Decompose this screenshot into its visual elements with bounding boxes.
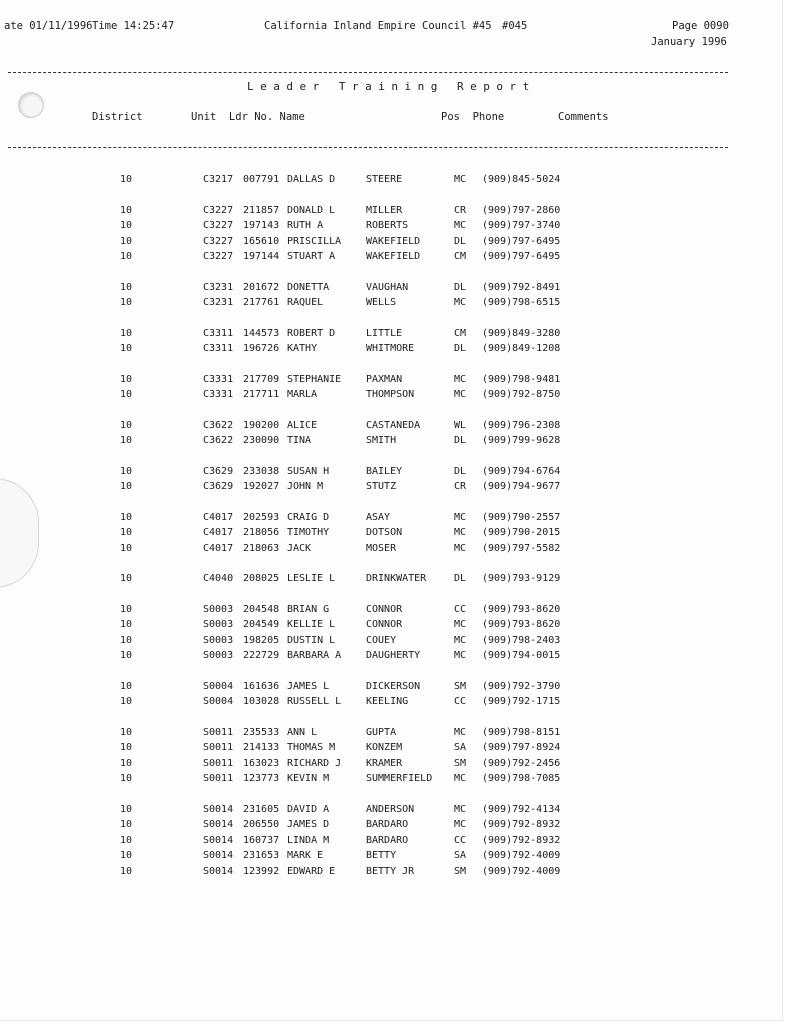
first-name-cell: PRISCILLA [287,235,342,247]
phone-cell: (909)797-2860 [482,204,561,216]
phone-cell: (909)794-6764 [482,465,561,477]
first-name-cell: ANN L [287,726,318,738]
leader-number-cell: 217761 [243,297,280,309]
position-cell: CR [454,204,467,216]
first-name-cell: LINDA M [287,834,330,846]
position-cell: SA [454,742,467,754]
district-cell: 10 [120,174,133,185]
last-name-cell: DICKERSON [366,680,421,692]
leader-number-cell: 235533 [243,726,280,738]
first-name-cell: MARK E [287,850,324,862]
position-cell: SA [454,850,467,862]
leader-number-cell: 201672 [243,281,280,293]
district-cell: 10 [120,220,133,231]
first-name-cell: BRIAN G [287,603,330,615]
district-cell: 10 [120,680,133,692]
position-cell: WL [454,419,467,431]
unit-cell: C3217 [203,174,234,185]
position-cell: DL [454,343,467,355]
leader-number-cell: 217711 [243,389,280,401]
phone-cell: (909)797-8924 [482,742,561,754]
last-name-cell: ANDERSON [366,803,415,815]
first-name-cell: TIMOTHY [287,527,330,539]
first-name-cell: KATHY [287,343,318,355]
leader-number-cell: 206550 [243,819,280,831]
first-name-cell: STUART A [287,251,336,263]
position-cell: CM [454,251,467,263]
unit-cell: C3311 [203,327,234,339]
last-name-cell: GUPTA [366,726,397,738]
last-name-cell: COUEY [366,634,397,646]
first-name-cell: DUSTIN L [287,634,336,646]
phone-cell: (909)792-8932 [482,819,561,831]
last-name-cell: STEERE [366,174,403,185]
first-name-cell: THOMAS M [287,742,336,754]
first-name-cell: KELLIE L [287,619,336,631]
phone-cell: (909)798-9481 [482,373,561,385]
phone-cell: (909)798-7085 [482,773,561,785]
phone-cell: (909)790-2557 [482,511,561,523]
position-cell: DL [454,573,467,585]
last-name-cell: MILLER [366,204,403,216]
last-name-cell: MOSER [366,542,397,554]
first-name-cell: DONALD L [287,204,336,216]
phone-cell: (909)849-3280 [482,327,561,339]
last-name-cell: CONNOR [366,619,403,631]
unit-cell: C3231 [203,297,234,309]
punch-hole [18,92,44,118]
unit-cell: S0014 [203,803,234,815]
position-cell: SM [454,680,467,692]
district-cell: 10 [120,757,133,769]
phone-cell: (909)798-6515 [482,297,561,309]
last-name-cell: THOMPSON [366,389,415,401]
unit-cell: C3227 [203,235,234,247]
district-cell: 10 [120,819,133,831]
leader-number-cell: 160737 [243,834,280,846]
last-name-cell: VAUGHAN [366,281,409,293]
first-name-cell: DONETTA [287,281,330,293]
unit-cell: C3227 [203,204,234,216]
position-cell: DL [454,235,467,247]
last-name-cell: DRINKWATER [366,573,427,585]
leader-number-cell: 190200 [243,419,280,431]
first-name-cell: LESLIE L [287,573,336,585]
first-name-cell: CRAIG D [287,511,330,523]
unit-cell: S0014 [203,834,234,846]
district-cell: 10 [120,419,133,431]
leader-number-cell: 197143 [243,220,280,231]
last-name-cell: WHITMORE [366,343,415,355]
unit-cell: S0014 [203,819,234,831]
district-cell: 10 [120,465,133,477]
first-name-cell: JAMES D [287,819,330,831]
leader-number-cell: 007791 [243,174,280,185]
position-cell: DL [454,465,467,477]
unit-cell: C3231 [203,281,234,293]
phone-cell: (909)797-6495 [482,251,561,263]
position-cell: MC [454,773,467,785]
last-name-cell: WAKEFIELD [366,251,421,263]
first-name-cell: DAVID A [287,803,330,815]
unit-cell: S0011 [203,757,234,769]
last-name-cell: WELLS [366,297,397,309]
phone-cell: (909)794-9677 [482,481,561,493]
leader-number-cell: 230090 [243,435,280,447]
district-cell: 10 [120,742,133,754]
phone-cell: (909)797-5582 [482,542,561,554]
leader-number-cell: 163023 [243,757,280,769]
report-time: Time 14:25:47 [92,20,175,32]
unit-cell: S0004 [203,696,234,708]
unit-cell: S0003 [203,634,234,646]
last-name-cell: WAKEFIELD [366,235,421,247]
phone-cell: (909)845-5024 [482,174,561,185]
last-name-cell: ROBERTS [366,220,409,231]
last-name-cell: CONNOR [366,603,403,615]
last-name-cell: STUTZ [366,481,397,493]
last-name-cell: LITTLE [366,327,403,339]
district-cell: 10 [120,650,133,662]
leader-number-cell: 204549 [243,619,280,631]
last-name-cell: SUMMERFIELD [366,773,433,785]
unit-cell: C3629 [203,465,234,477]
report-date: ate 01/11/1996 [4,20,93,32]
district-cell: 10 [120,251,133,263]
leader-number-cell: 233038 [243,465,280,477]
position-cell: MC [454,803,467,815]
first-name-cell: MARLA [287,389,318,401]
position-cell: SM [454,757,467,769]
first-name-cell: SUSAN H [287,465,330,477]
leader-number-cell: 196726 [243,343,280,355]
district-cell: 10 [120,773,133,785]
phone-cell: (909)793-8620 [482,619,561,631]
district-cell: 10 [120,481,133,493]
unit-cell: S0003 [203,650,234,662]
district-cell: 10 [120,603,133,615]
district-cell: 10 [120,327,133,339]
leader-number-cell: 197144 [243,251,280,263]
leader-number-cell: 204548 [243,603,280,615]
position-cell: MC [454,650,467,662]
phone-cell: (909)792-3790 [482,680,561,692]
district-cell: 10 [120,634,133,646]
unit-cell: S0011 [203,773,234,785]
council-name: California Inland Empire Council #45 [264,20,492,32]
header-divider [8,147,728,148]
district-cell: 10 [120,542,133,554]
district-cell: 10 [120,527,133,539]
last-name-cell: BETTY [366,850,397,862]
phone-cell: (909)792-1715 [482,696,561,708]
last-name-cell: KONZEM [366,742,403,754]
column-comments: Comments [558,111,609,123]
phone-cell: (909)792-8932 [482,834,561,846]
phone-cell: (909)792-2456 [482,757,561,769]
first-name-cell: TINA [287,435,312,447]
position-cell: MC [454,297,467,309]
position-cell: MC [454,726,467,738]
phone-cell: (909)849-1208 [482,343,561,355]
leader-number-cell: 123773 [243,773,280,785]
unit-cell: C4017 [203,542,234,554]
first-name-cell: DALLAS D [287,174,336,185]
position-cell: MC [454,373,467,385]
leader-number-cell: 208025 [243,573,280,585]
phone-cell: (909)798-8151 [482,726,561,738]
district-cell: 10 [120,235,133,247]
unit-cell: S0011 [203,726,234,738]
position-cell: DL [454,435,467,447]
unit-cell: C3622 [203,435,234,447]
position-cell: MC [454,174,467,185]
position-cell: MC [454,511,467,523]
phone-cell: (909)792-8491 [482,281,561,293]
district-cell: 10 [120,619,133,631]
district-cell: 10 [120,573,133,585]
leader-number-cell: 231653 [243,850,280,862]
phone-cell: (909)792-8750 [482,389,561,401]
position-cell: MC [454,527,467,539]
phone-cell: (909)790-2015 [482,527,561,539]
first-name-cell: RAQUEL [287,297,324,309]
district-cell: 10 [120,726,133,738]
unit-cell: C3227 [203,220,234,231]
last-name-cell: DAUGHERTY [366,650,421,662]
first-name-cell: JACK [287,542,312,554]
phone-cell: (909)796-2308 [482,419,561,431]
unit-cell: S0011 [203,742,234,754]
last-name-cell: CASTANEDA [366,419,421,431]
leader-number-cell: 217709 [243,373,280,385]
leader-number-cell: 218063 [243,542,280,554]
last-name-cell: KRAMER [366,757,403,769]
last-name-cell: BARDARO [366,834,409,846]
column-district: District [92,111,143,123]
unit-cell: C3629 [203,481,234,493]
unit-cell: C4017 [203,527,234,539]
report-title: Leader Training Report [247,80,536,93]
council-code: #045 [502,20,528,32]
binder-tab [0,478,39,588]
district-cell: 10 [120,834,133,846]
unit-cell: S0003 [203,619,234,631]
leader-number-cell: 144573 [243,327,280,339]
unit-cell: C4040 [203,573,234,585]
position-cell: MC [454,220,467,231]
first-name-cell: RUSSELL L [287,696,342,708]
phone-cell: (909)798-2403 [482,634,561,646]
phone-cell: (909)793-9129 [482,573,561,585]
phone-cell: (909)792-4009 [482,850,561,862]
unit-cell: C3331 [203,389,234,401]
first-name-cell: RUTH A [287,220,324,231]
leader-number-cell: 218056 [243,527,280,539]
first-name-cell: STEPHANIE [287,373,342,385]
phone-cell: (909)793-8620 [482,603,561,615]
district-cell: 10 [120,343,133,355]
first-name-cell: JOHN M [287,481,324,493]
district-cell: 10 [120,511,133,523]
last-name-cell: BARDARO [366,819,409,831]
leader-number-cell: 192027 [243,481,280,493]
leader-number-cell: 211857 [243,204,280,216]
first-name-cell: BARBARA A [287,650,342,662]
last-name-cell: KEELING [366,696,409,708]
unit-cell: S0014 [203,850,234,862]
last-name-cell: SMITH [366,435,397,447]
leader-number-cell: 198205 [243,634,280,646]
position-cell: SM [454,865,467,877]
unit-cell: C4017 [203,511,234,523]
position-cell: CC [454,834,467,846]
phone-cell: (909)794-0015 [482,650,561,662]
first-name-cell: EDWARD E [287,865,336,877]
district-cell: 10 [120,435,133,447]
first-name-cell: RICHARD J [287,757,342,769]
position-cell: MC [454,619,467,631]
unit-cell: S0003 [203,603,234,615]
column-pos-phone: Pos Phone [441,111,505,123]
phone-cell: (909)792-4134 [482,803,561,815]
first-name-cell: JAMES L [287,680,330,692]
district-cell: 10 [120,865,133,877]
first-name-cell: ALICE [287,419,318,431]
last-name-cell: BAILEY [366,465,403,477]
district-cell: 10 [120,204,133,216]
leader-number-cell: 161636 [243,680,280,692]
position-cell: CC [454,696,467,708]
unit-cell: C3331 [203,373,234,385]
position-cell: MC [454,819,467,831]
unit-cell: C3311 [203,343,234,355]
unit-cell: S0014 [203,865,234,877]
position-cell: MC [454,634,467,646]
unit-cell: C3622 [203,419,234,431]
leader-number-cell: 222729 [243,650,280,662]
page-number: Page 0090 [672,20,729,32]
last-name-cell: DOTSON [366,527,403,539]
leader-number-cell: 123992 [243,865,280,877]
position-cell: CR [454,481,467,493]
position-cell: CM [454,327,467,339]
column-unit-ldr-name: Unit Ldr No. Name [191,111,305,123]
first-name-cell: KEVIN M [287,773,330,785]
leader-number-cell: 103028 [243,696,280,708]
leader-number-cell: 165610 [243,235,280,247]
district-cell: 10 [120,696,133,708]
top-divider [8,72,728,73]
position-cell: MC [454,389,467,401]
leader-number-cell: 202593 [243,511,280,523]
leader-number-cell: 214133 [243,742,280,754]
phone-cell: (909)797-6495 [482,235,561,247]
phone-cell: (909)799-9628 [482,435,561,447]
district-cell: 10 [120,297,133,309]
report-month-year: January 1996 [651,36,727,48]
leader-number-cell: 231605 [243,803,280,815]
phone-cell: (909)792-4009 [482,865,561,877]
unit-cell: S0004 [203,680,234,692]
last-name-cell: BETTY JR [366,865,415,877]
unit-cell: C3227 [203,251,234,263]
position-cell: CC [454,603,467,615]
position-cell: DL [454,281,467,293]
district-cell: 10 [120,281,133,293]
district-cell: 10 [120,850,133,862]
last-name-cell: ASAY [366,511,391,523]
district-cell: 10 [120,389,133,401]
district-cell: 10 [120,803,133,815]
position-cell: MC [454,542,467,554]
phone-cell: (909)797-3740 [482,220,561,231]
last-name-cell: PAXMAN [366,373,403,385]
first-name-cell: ROBERT D [287,327,336,339]
district-cell: 10 [120,373,133,385]
